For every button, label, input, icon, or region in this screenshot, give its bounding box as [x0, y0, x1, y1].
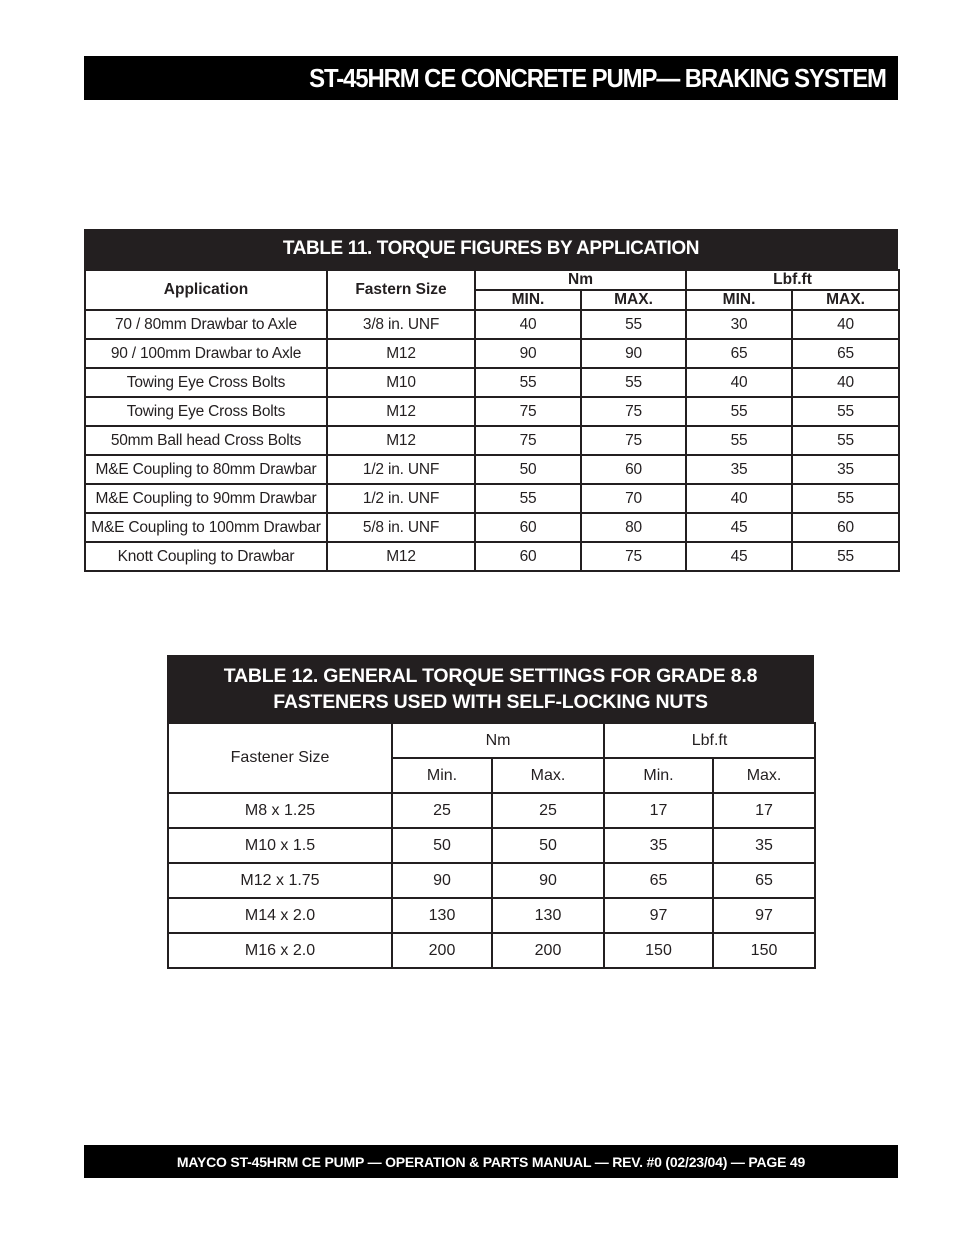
cell-nm-min: 130	[392, 898, 492, 933]
cell-lbf-max: 97	[713, 898, 815, 933]
cell-lbf-max: 65	[713, 863, 815, 898]
cell-fastener-size: M12	[327, 542, 475, 571]
cell-nm-max: 90	[492, 863, 604, 898]
table-row	[168, 898, 815, 933]
cell-lbf-min: 40	[686, 484, 792, 513]
cell-nm-min: 25	[392, 793, 492, 828]
cell-lbf-min: 55	[686, 426, 792, 455]
column-header-nm-max: MAX.	[581, 290, 686, 310]
cell-nm-max: 55	[581, 368, 686, 397]
cell-nm-min: 60	[475, 542, 581, 571]
cell-fastener-size: M12	[327, 426, 475, 455]
cell-lbf-min: 150	[604, 933, 713, 968]
table-row	[85, 397, 899, 426]
column-header-lbf-min: Min.	[604, 758, 713, 793]
cell-fastener-size: 3/8 in. UNF	[327, 310, 475, 339]
cell-nm-max: 130	[492, 898, 604, 933]
cell-nm-min: 55	[475, 484, 581, 513]
cell-application: Knott Coupling to Drawbar	[85, 542, 327, 571]
table-11-torque-by-application	[84, 269, 900, 572]
cell-nm-min: 90	[392, 863, 492, 898]
cell-fastener-size: 5/8 in. UNF	[327, 513, 475, 542]
cell-lbf-max: 150	[713, 933, 815, 968]
table-11-title: TABLE 11. TORQUE FIGURES BY APPLICATION	[84, 229, 898, 269]
cell-lbf-min: 55	[686, 397, 792, 426]
cell-nm-max: 200	[492, 933, 604, 968]
table-row	[85, 368, 899, 397]
cell-fastener-size: M12	[327, 339, 475, 368]
cell-nm-min: 40	[475, 310, 581, 339]
cell-nm-max: 60	[581, 455, 686, 484]
page-footer: MAYCO ST-45HRM CE PUMP — OPERATION & PARTS MANUAL — REV. #0 (02/23/04) — PAGE 49	[84, 1145, 898, 1178]
cell-application: Towing Eye Cross Bolts	[85, 368, 327, 397]
table-row	[85, 310, 899, 339]
column-header-fastener-size: Fastern Size	[327, 270, 475, 310]
cell-application: M&E Coupling to 90mm Drawbar	[85, 484, 327, 513]
column-header-application: Application	[85, 270, 327, 310]
cell-application: 50mm Ball head Cross Bolts	[85, 426, 327, 455]
table-12-title-line-1: TABLE 12. GENERAL TORQUE SETTINGS FOR GRADE 8.8	[223, 664, 758, 687]
cell-nm-min: 50	[475, 455, 581, 484]
cell-application: Towing Eye Cross Bolts	[85, 397, 327, 426]
table-row	[168, 933, 815, 968]
cell-nm-max: 75	[581, 542, 686, 571]
table-row	[85, 455, 899, 484]
table-row	[85, 542, 899, 571]
cell-fastener-size: M12	[327, 397, 475, 426]
table-row	[85, 513, 899, 542]
cell-nm-max: 70	[581, 484, 686, 513]
cell-nm-max: 75	[581, 426, 686, 455]
cell-nm-min: 75	[475, 426, 581, 455]
column-group-nm: Nm	[392, 723, 604, 758]
cell-nm-min: 55	[475, 368, 581, 397]
cell-fastener-size: M8 x 1.25	[168, 793, 392, 828]
cell-lbf-min: 35	[686, 455, 792, 484]
cell-lbf-max: 60	[792, 513, 899, 542]
cell-lbf-min: 17	[604, 793, 713, 828]
cell-nm-max: 25	[492, 793, 604, 828]
table-row	[85, 339, 899, 368]
table-row	[168, 793, 815, 828]
table-row	[85, 426, 899, 455]
cell-nm-max: 50	[492, 828, 604, 863]
column-header-lbf-max: MAX.	[792, 290, 899, 310]
column-header-fastener-size: Fastener Size	[168, 723, 392, 793]
cell-lbf-max: 35	[713, 828, 815, 863]
cell-nm-min: 60	[475, 513, 581, 542]
cell-fastener-size: M12 x 1.75	[168, 863, 392, 898]
cell-nm-max: 90	[581, 339, 686, 368]
cell-lbf-max: 65	[792, 339, 899, 368]
cell-application: 70 / 80mm Drawbar to Axle	[85, 310, 327, 339]
cell-nm-min: 75	[475, 397, 581, 426]
page-header-bar	[84, 56, 898, 100]
cell-lbf-max: 55	[792, 542, 899, 571]
cell-lbf-min: 97	[604, 898, 713, 933]
column-group-nm: Nm	[475, 270, 686, 290]
column-header-nm-max: Max.	[492, 758, 604, 793]
cell-fastener-size: 1/2 in. UNF	[327, 455, 475, 484]
cell-lbf-min: 45	[686, 513, 792, 542]
cell-lbf-min: 40	[686, 368, 792, 397]
cell-lbf-min: 65	[604, 863, 713, 898]
cell-lbf-min: 45	[686, 542, 792, 571]
cell-lbf-max: 55	[792, 397, 899, 426]
cell-fastener-size: M14 x 2.0	[168, 898, 392, 933]
cell-lbf-max: 40	[792, 310, 899, 339]
table-12-title-line-2: FASTENERS USED WITH SELF-LOCKING NUTS	[273, 690, 708, 713]
column-header-nm-min: Min.	[392, 758, 492, 793]
cell-application: 90 / 100mm Drawbar to Axle	[85, 339, 327, 368]
table-12-title	[167, 655, 814, 722]
cell-nm-max: 80	[581, 513, 686, 542]
cell-nm-min: 50	[392, 828, 492, 863]
cell-fastener-size: M16 x 2.0	[168, 933, 392, 968]
page-title: ST-45HRM CE CONCRETE PUMP— BRAKING SYSTEM	[309, 62, 886, 93]
cell-lbf-max: 40	[792, 368, 899, 397]
cell-fastener-size: 1/2 in. UNF	[327, 484, 475, 513]
cell-lbf-max: 55	[792, 484, 899, 513]
table-row	[85, 484, 899, 513]
column-header-lbf-max: Max.	[713, 758, 815, 793]
cell-application: M&E Coupling to 100mm Drawbar	[85, 513, 327, 542]
cell-nm-min: 200	[392, 933, 492, 968]
column-header-nm-min: MIN.	[475, 290, 581, 310]
cell-nm-min: 90	[475, 339, 581, 368]
cell-lbf-max: 35	[792, 455, 899, 484]
cell-lbf-min: 30	[686, 310, 792, 339]
column-group-lbf-ft: Lbf.ft	[604, 723, 815, 758]
cell-lbf-max: 55	[792, 426, 899, 455]
cell-fastener-size: M10 x 1.5	[168, 828, 392, 863]
cell-lbf-max: 17	[713, 793, 815, 828]
table-12-general-torque-settings	[167, 722, 816, 969]
cell-lbf-min: 65	[686, 339, 792, 368]
table-row	[168, 863, 815, 898]
cell-nm-max: 75	[581, 397, 686, 426]
table-row	[168, 828, 815, 863]
cell-fastener-size: M10	[327, 368, 475, 397]
column-header-lbf-min: MIN.	[686, 290, 792, 310]
cell-application: M&E Coupling to 80mm Drawbar	[85, 455, 327, 484]
cell-nm-max: 55	[581, 310, 686, 339]
cell-lbf-min: 35	[604, 828, 713, 863]
column-group-lbf-ft: Lbf.ft	[686, 270, 899, 290]
